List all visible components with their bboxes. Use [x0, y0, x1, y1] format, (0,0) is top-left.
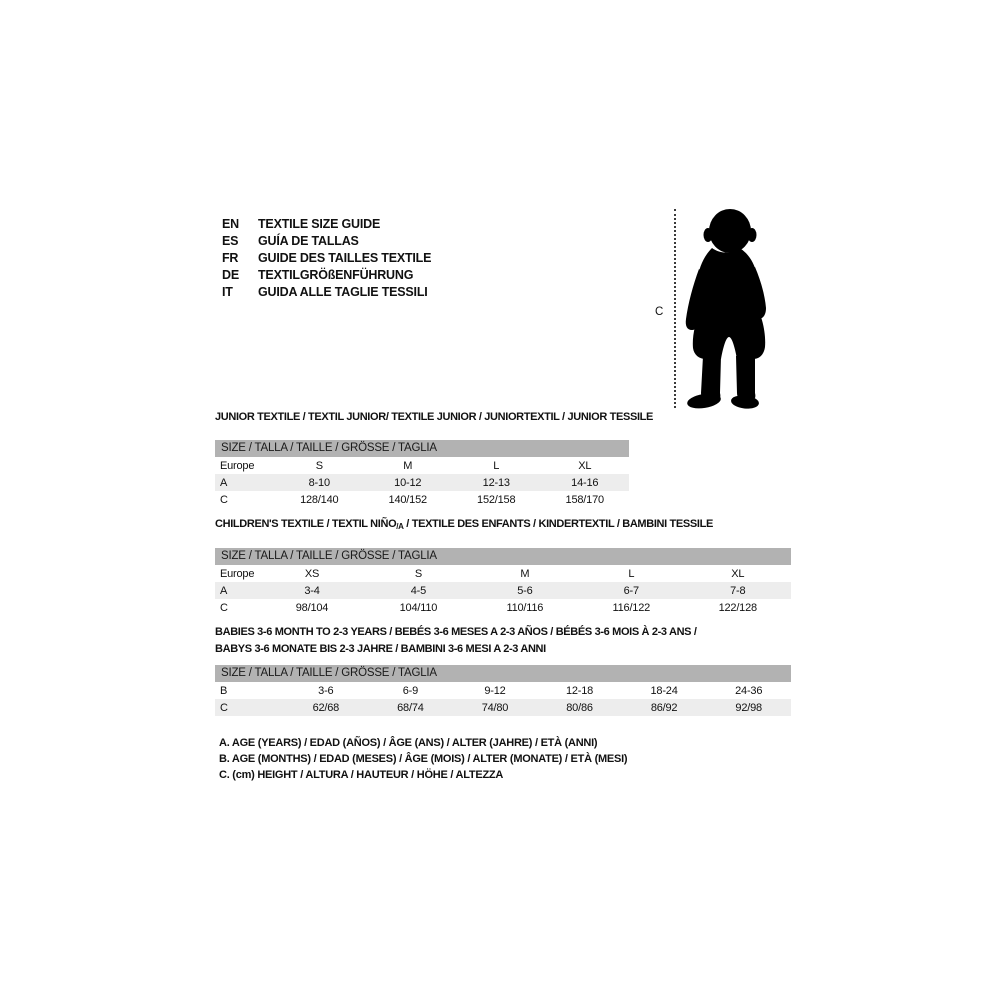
table-title-line: BABYS 3-6 MONATE BIS 2-3 JAHRE / BAMBINI 3-6 MESI A 2-3 ANNI — [215, 643, 546, 655]
language-code: ES — [222, 233, 239, 248]
table-cell: S — [414, 567, 422, 580]
table-cell: 8-10 — [308, 476, 330, 489]
table-cell: 152/158 — [477, 493, 516, 506]
size-header-bar: SIZE / TALLA / TAILLE / GRÖSSE / TAGLIA — [215, 548, 791, 565]
table-cell: XL — [578, 459, 592, 472]
legend-line: B. AGE (MONTHS) / EDAD (MESES) / ÂGE (MOIS) / ALTER (MONATE) / ETÀ (MESI) — [219, 752, 628, 765]
table-cell: 140/152 — [388, 493, 427, 506]
table-cell: 62/68 — [312, 701, 340, 714]
table-cell: 5-6 — [517, 584, 533, 597]
language-row — [222, 216, 431, 233]
table-row — [215, 699, 791, 716]
table-cell: 122/128 — [718, 601, 757, 614]
table-cell: M — [403, 459, 413, 472]
table-title-subscript: /A — [396, 522, 404, 531]
table-cell: 4-5 — [410, 584, 427, 597]
table-cell: 3-4 — [304, 584, 320, 597]
table-row — [215, 582, 791, 599]
table-cell: M — [520, 567, 530, 580]
language-list — [222, 216, 431, 301]
table-title: JUNIOR TEXTILE / TEXTIL JUNIOR/ TEXTILE JUNIOR / JUNIORTEXTIL / JUNIOR TESSILE — [215, 411, 654, 423]
table-cell: 24-36 — [735, 684, 763, 697]
table-cell: 12-13 — [482, 476, 510, 489]
table-cell: L — [628, 567, 635, 580]
table-row — [215, 565, 791, 582]
size-table — [215, 565, 791, 616]
height-marker-label: C — [655, 306, 664, 318]
row-label-cell: A — [220, 476, 228, 489]
table-cell: 104/110 — [399, 601, 438, 614]
babies-textile-table — [215, 624, 791, 716]
table-cell: 3-6 — [318, 684, 334, 697]
row-label-cell: Europe — [220, 459, 255, 472]
table-cell: 92/98 — [735, 701, 762, 714]
row-label-cell: C — [220, 701, 228, 714]
table-cell: 74/80 — [481, 701, 509, 714]
table-title — [215, 624, 791, 658]
table-cell: 68/74 — [397, 701, 424, 714]
table-title — [215, 518, 791, 533]
legend-line: A. AGE (YEARS) / EDAD (AÑOS) / ÂGE (ANS) / ALTER (JAHRE) / ETÀ (ANNI) — [219, 737, 598, 749]
table-cell: 98/104 — [295, 601, 329, 614]
table-cell: 9-12 — [484, 684, 506, 697]
table-cell: L — [493, 459, 500, 472]
table-cell: 128/140 — [300, 493, 339, 506]
table-row — [215, 682, 791, 699]
table-cell: 80/86 — [566, 701, 593, 714]
language-code: DE — [222, 267, 239, 282]
table-cell: 116/122 — [612, 601, 651, 614]
row-label-cell: C — [220, 493, 228, 506]
row-label-cell: B — [220, 684, 228, 697]
table-cell: 7-8 — [730, 584, 746, 597]
table-title-text: / TEXTILE DES ENFANTS / KINDERTEXTIL / BAMBINI TESSILE — [403, 518, 713, 530]
table-cell: 110/116 — [506, 601, 544, 614]
table-row — [215, 474, 629, 491]
childrens-textile-table — [215, 518, 791, 616]
table-cell: 14-16 — [571, 476, 599, 489]
language-row — [222, 233, 431, 250]
toddler-silhouette-icon — [684, 209, 774, 411]
legend-line: C. (cm) HEIGHT / ALTURA / HAUTEUR / HÖHE / ALTEZZA — [219, 768, 504, 781]
legend — [219, 736, 627, 783]
size-header-bar: SIZE / TALLA / TAILLE / GRÖSSE / TAGLIA — [215, 440, 629, 457]
language-label: GUÍA DE TALLAS — [258, 233, 359, 248]
table-cell: XL — [731, 567, 745, 580]
table-cell: XS — [304, 567, 320, 580]
language-label: TEXTILE SIZE GUIDE — [258, 217, 381, 231]
row-label-cell: C — [220, 601, 228, 614]
language-row — [222, 250, 431, 267]
row-label-cell: A — [220, 584, 228, 597]
table-row — [215, 457, 629, 474]
language-code: IT — [222, 284, 233, 299]
language-row — [222, 267, 431, 284]
table-cell: 6-7 — [623, 584, 639, 597]
junior-textile-table — [215, 411, 654, 508]
size-table — [215, 682, 791, 716]
size-header-bar: SIZE / TALLA / TAILLE / GRÖSSE / TAGLIA — [215, 665, 791, 682]
table-cell: 18-24 — [650, 684, 678, 697]
table-cell: 6-9 — [402, 684, 419, 697]
language-label: TEXTILGRÖßENFÜHRUNG — [258, 267, 414, 282]
table-row — [215, 491, 629, 508]
language-label: GUIDA ALLE TAGLIE TESSILI — [258, 284, 428, 299]
row-label-cell: Europe — [220, 567, 255, 580]
language-code: FR — [222, 250, 239, 265]
size-table — [215, 457, 629, 508]
language-label: GUIDE DES TAILLES TEXTILE — [258, 250, 432, 265]
language-code: EN — [222, 217, 239, 231]
table-cell: S — [315, 459, 323, 472]
table-cell: 10-12 — [394, 476, 422, 489]
table-row — [215, 599, 791, 616]
language-row — [222, 284, 431, 301]
table-title-text: CHILDREN'S TEXTILE / TEXTIL NIÑO — [215, 518, 397, 530]
table-cell: 86/92 — [650, 701, 678, 714]
height-measure-line — [674, 209, 676, 408]
table-title-line: BABIES 3-6 MONTH TO 2-3 YEARS / BEBÉS 3-6 MESES A 2-3 AÑOS / BÉBÉS 3-6 MOIS À 2-3 ANS / — [215, 626, 697, 638]
table-cell: 12-18 — [565, 684, 594, 697]
table-cell: 158/170 — [565, 493, 604, 506]
